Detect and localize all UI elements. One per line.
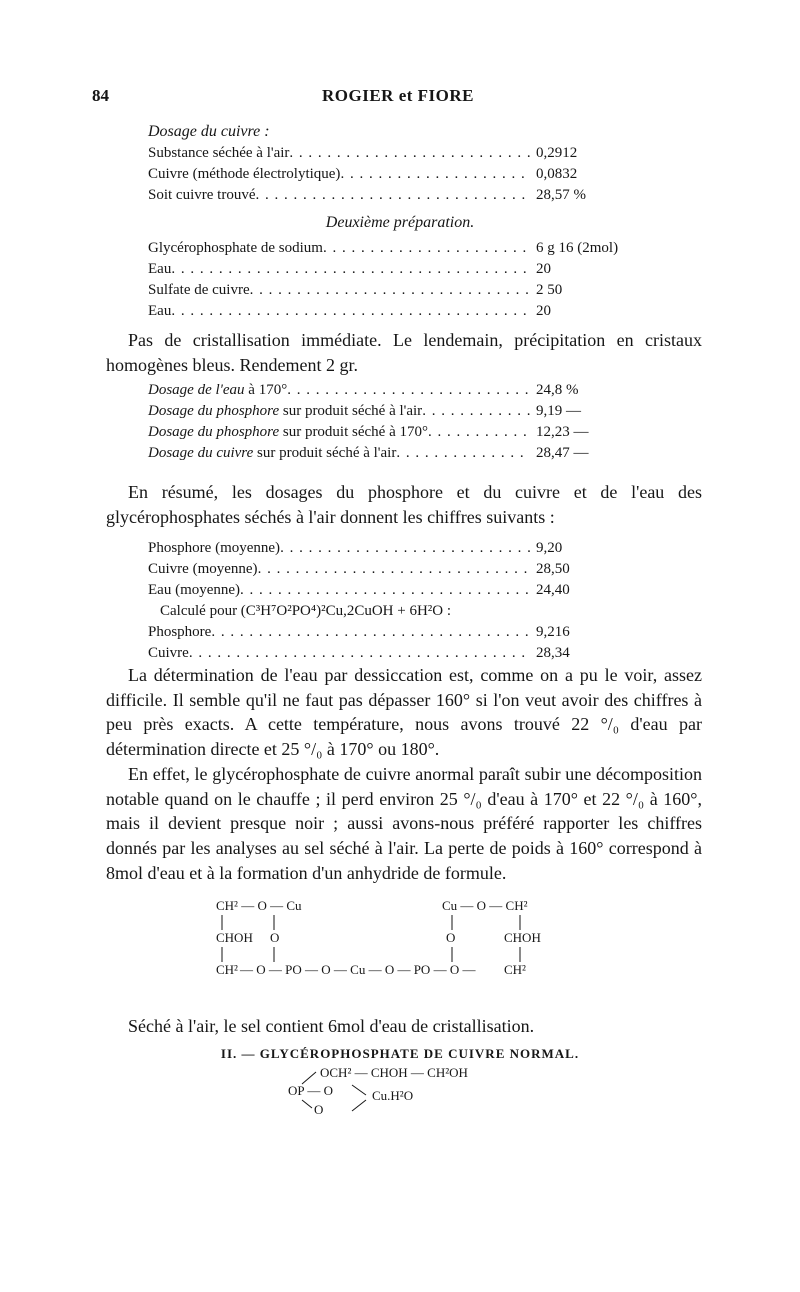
table-row: Cuivre (méthode électrolytique) . . . 0,0832: [148, 164, 626, 185]
table-row: Calculé pour (C³H⁷O²PO⁴)²Cu,2CuOH + 6H²O :: [160, 603, 452, 619]
formula-right-o: O: [446, 930, 456, 945]
table-row: Eau . . . 20: [148, 301, 626, 322]
table-row: Eau . . . 20: [148, 259, 626, 280]
formula2-cu: Cu.H²O: [372, 1088, 414, 1103]
table-row: Soit cuivre trouvé . . . 28,57 %: [148, 185, 626, 206]
page-number: 84: [92, 86, 109, 105]
table-row: Sulfate de cuivre . . . 2 50: [148, 280, 626, 301]
paragraph-determination: La détermination de l'eau par dessiccation est, comme on a pu le voir, assez difficile. Il semble qu'il ne faut pas dépasser 160° si l'on veut avoir des chiffres à peu près exacts. A cette température, nous avons trouvé 22 °/₀ d'eau par détermination directe et 25 °/₀ à 170° ou 180°. En effet, le glycérophosphate de cuivre anormal paraît subir une décomposition notable quand on le chauffe ; il perd environ 25 °/₀ d'eau à 170° et 22 °/₀ à 160°, mais il devient presque noir ; aussi avons-nous préféré rapporter les chiffres donnés par les analyses au sel séché à l'air. La perte de poids à 160° correspond à 8mol d'eau et à la formation d'un anhydride de formule.: [106, 665, 702, 883]
header-title: ROGIER et FIORE: [322, 86, 474, 105]
section-label-dosage-cuivre: Dosage du cuivre :: [148, 123, 270, 140]
formula-left-bottom: CH²: [216, 962, 238, 977]
formula-right-mid: CHOH: [504, 930, 541, 945]
formula2-top: OCH² — CHOH — CH²OH: [320, 1065, 468, 1080]
table-row: Dosage du cuivre sur produit séché à l'air . . . 28,47 —: [148, 443, 626, 464]
formula-left-mid: CHOH: [216, 930, 253, 945]
table-row: Glycérophosphate de sodium . . . 6 g 16 (2mol): [148, 238, 626, 259]
formula-left-o: O: [270, 930, 280, 945]
formula2-op: OP — O: [288, 1083, 334, 1098]
subheading-deuxieme-preparation: Deuxième préparation.: [325, 214, 475, 231]
table-row: Dosage du phosphore sur produit séché à 170° . . . 12,23 —: [148, 422, 626, 443]
table-row: Eau (moyenne) . . . 24,40: [148, 580, 626, 601]
paragraph-resume: En résumé, les dosages du phosphore et du cuivre et de l'eau des glycérophosphates séchés à l'air donnent les chiffres suivants :: [106, 482, 702, 527]
table-row: Cuivre (moyenne) . . . 28,50: [148, 559, 626, 580]
formula-left-top: CH² — O — Cu: [216, 898, 302, 913]
paragraph-cristallisation: Pas de cristallisation immédiate. Le lendemain, précipitation en cristaux homogènes bleus. Rendement 2 gr.: [106, 330, 702, 375]
table-row: Cuivre . . . 28,34: [148, 643, 626, 664]
formula-right-bottom: CH²: [504, 962, 526, 977]
table-row: Substance séchée à l'air . . . 0,2912: [148, 143, 626, 164]
paragraph-seche-air: Séché à l'air, le sel contient 6mol d'eau de cristallisation.: [128, 1016, 535, 1036]
table-row: Phosphore (moyenne) . . . 9,20: [148, 538, 626, 559]
table-row: Dosage de l'eau à 170° . . . 24,8 %: [148, 380, 626, 401]
section-title-glycerophosphate-normal: II. — GLYCÉROPHOSPHATE DE CUIVRE NORMAL.: [220, 1046, 580, 1061]
table-row: Phosphore . . . 9,216: [148, 622, 626, 643]
formula-bottom-chain: — O — PO — O — Cu — O — PO — O —: [240, 962, 476, 977]
table-row: Dosage du phosphore sur produit séché à l'air . . . 9,19 —: [148, 401, 626, 422]
formula2-bottom: O: [314, 1102, 324, 1117]
formula-right-top: Cu — O — CH²: [442, 898, 528, 913]
